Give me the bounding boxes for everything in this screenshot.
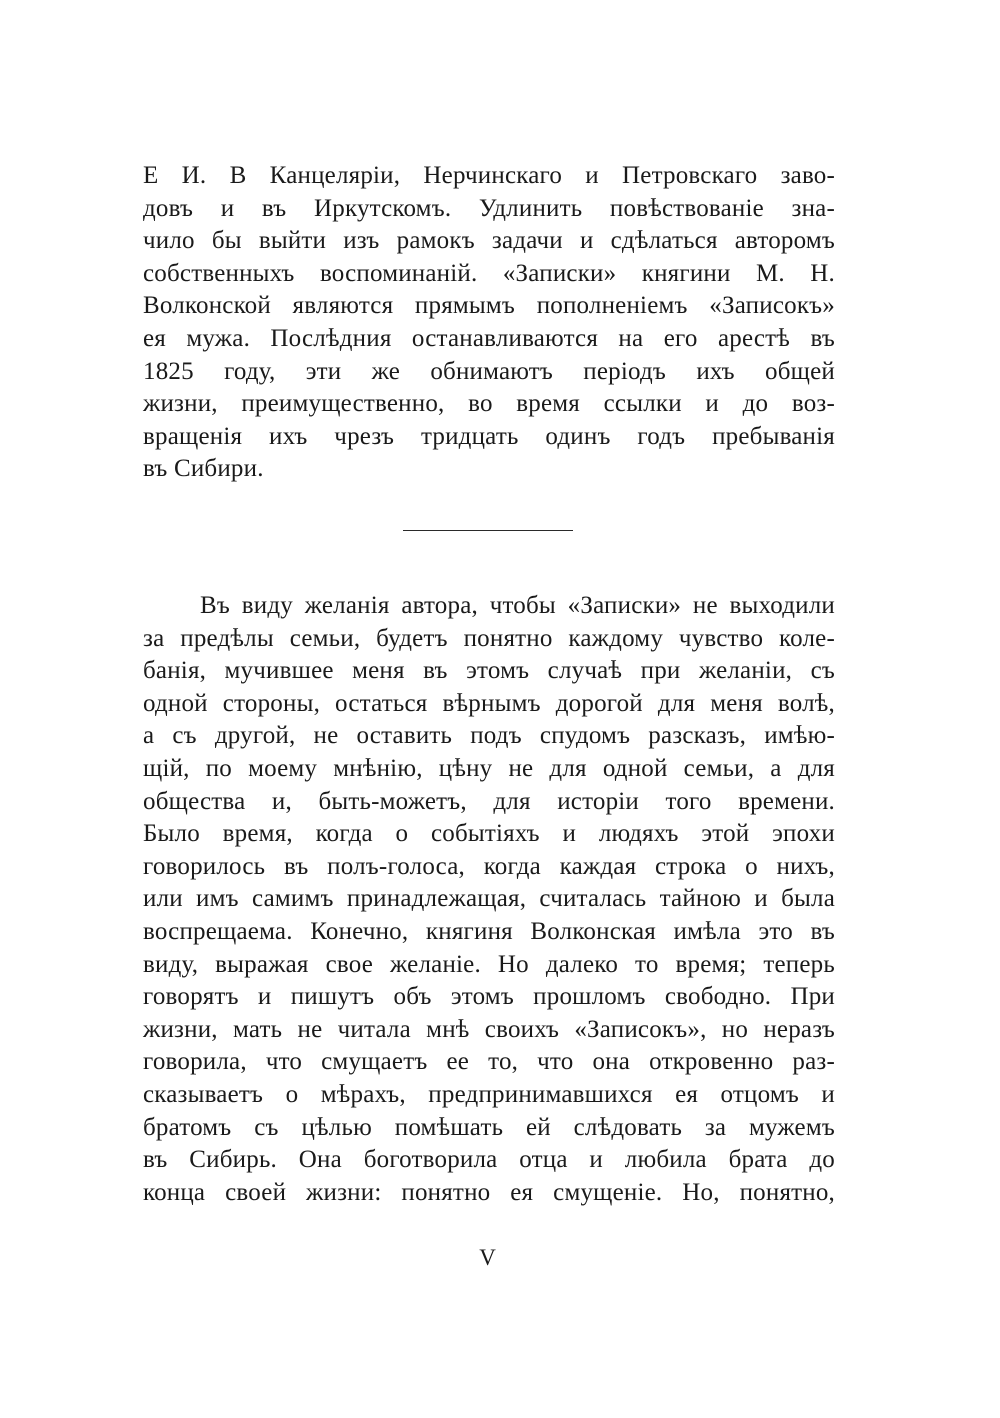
text-line: говорилось въ полъ-голоса, когда каждая строка о нихъ, — [143, 852, 835, 880]
section-divider — [403, 530, 573, 531]
text-line: виду, выражая свое желаніе. Но далеко то время; теперь — [143, 950, 835, 978]
text-line: говорила, что смущаетъ ее то, что она откровенно раз- — [143, 1048, 835, 1076]
text-line: въ Сибири. — [143, 455, 264, 483]
text-line: жизни, мать не читала мнѣ своихъ «Записокъ», но неразъ — [143, 1015, 835, 1043]
text-line: или имъ самимъ принадлежащая, считалась тайною и была — [143, 885, 835, 913]
text-line: одной стороны, остаться вѣрнымъ дорогой для меня волѣ, — [143, 689, 835, 717]
text-line: жизни, преимущественно, во время ссылки и до воз- — [143, 390, 835, 418]
text-line: 1825 году, эти же обнимаютъ періодъ ихъ общей — [143, 357, 835, 385]
text-line: Было время, когда о событіяхъ и людяхъ этой эпохи — [143, 820, 835, 848]
text-line: братомъ съ цѣлью помѣшать ей слѣдовать за мужемъ — [143, 1113, 835, 1141]
paragraph-top — [143, 160, 835, 486]
text-line: за предѣлы семьи, будетъ понятно каждому чувство коле- — [143, 624, 835, 652]
text-line: ея мужа. Послѣдния останавливаются на его арестѣ въ — [143, 324, 835, 352]
text-line: собственныхъ воспоминаній. «Записки» княгини М. Н. — [143, 259, 835, 287]
page-number: V — [479, 1245, 497, 1270]
text-line: вращенія ихъ чрезъ тридцать одинъ годъ пребыванія — [143, 422, 835, 450]
text-line: въ Сибирь. Она боготворила отца и любила брата до — [143, 1146, 835, 1174]
text-line: Е И. В Канцеляріи, Нерчинскаго и Петровскаго заво- — [143, 162, 835, 189]
text-line: говорятъ и пишутъ объ этомъ прошломъ свободно. При — [143, 983, 835, 1011]
text-line: Волконской являются прямымъ пополненіемъ «Записокъ» — [143, 292, 835, 320]
text-line: а съ другой, не оставить подъ спудомъ разсказъ, имѣю- — [143, 722, 835, 750]
text-line: чило бы выйти изъ рамокъ задачи и сдѣлаться авторомъ — [143, 227, 835, 255]
text-line: конца своей жизни: понятно ея смущеніе. Но, понятно, — [143, 1178, 835, 1206]
paragraph-main — [143, 590, 835, 1209]
text-line: Въ виду желанія автора, чтобы «Записки» не выходили — [200, 592, 835, 619]
text-line: банія, мучившее меня въ этомъ случаѣ при желаніи, съ — [143, 657, 835, 685]
text-line: довъ и въ Иркутскомъ. Удлинить повѣствованіе зна- — [143, 194, 835, 222]
text-line: сказываетъ о мѣрахъ, предпринимавшихся ея отцомъ и — [143, 1080, 835, 1108]
text-line: общества и, быть-можетъ, для исторіи того времени. — [143, 787, 835, 815]
text-line: щій, по моему мнѣнію, цѣну не для одной семьи, а для — [143, 754, 835, 782]
text-line: воспрещаема. Конечно, княгиня Волконская имѣла это въ — [143, 917, 835, 945]
